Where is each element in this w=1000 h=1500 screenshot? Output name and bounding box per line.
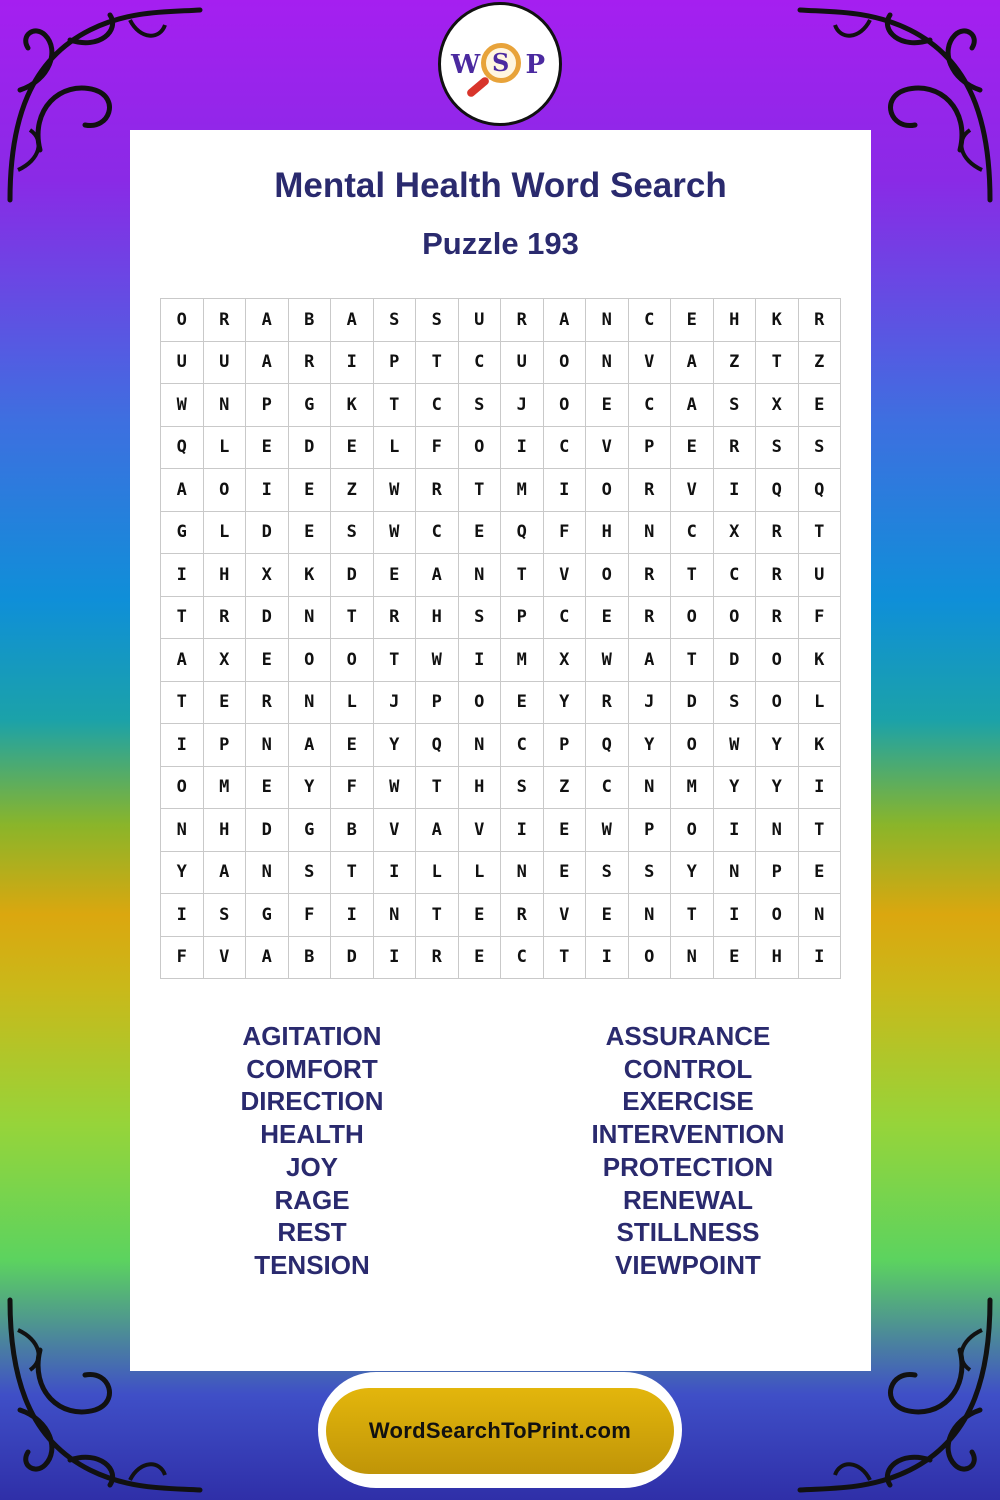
grid-cell[interactable]: C — [544, 427, 587, 470]
grid-cell[interactable]: B — [331, 809, 374, 852]
grid-cell[interactable]: G — [289, 384, 332, 427]
grid-cell[interactable]: T — [501, 554, 544, 597]
word-list-item: EXERCISE — [622, 1086, 754, 1117]
grid-cell[interactable]: E — [799, 852, 842, 895]
grid-cell[interactable]: R — [714, 427, 757, 470]
grid-cell[interactable]: T — [331, 597, 374, 640]
grid-cell[interactable]: N — [586, 299, 629, 342]
grid-cell[interactable]: R — [289, 342, 332, 385]
grid-cell[interactable]: K — [331, 384, 374, 427]
grid-cell[interactable]: R — [204, 299, 247, 342]
grid-cell[interactable]: D — [331, 937, 374, 980]
site-logo[interactable] — [438, 2, 562, 126]
grid-cell[interactable]: T — [671, 639, 714, 682]
grid-cell[interactable]: M — [671, 767, 714, 810]
grid-cell[interactable]: R — [204, 597, 247, 640]
word-list-left — [162, 1020, 462, 1282]
grid-cell[interactable]: Y — [756, 724, 799, 767]
grid-cell[interactable]: C — [416, 384, 459, 427]
grid-cell[interactable]: I — [246, 469, 289, 512]
grid-cell[interactable]: A — [161, 469, 204, 512]
footer-link[interactable]: WordSearchToPrint.com — [326, 1388, 674, 1474]
grid-cell[interactable]: T — [374, 639, 417, 682]
grid-cell[interactable]: H — [204, 809, 247, 852]
grid-cell[interactable]: I — [331, 342, 374, 385]
grid-cell[interactable]: R — [246, 682, 289, 725]
grid-cell[interactable]: J — [374, 682, 417, 725]
grid-cell[interactable]: O — [756, 639, 799, 682]
grid-cell[interactable]: C — [586, 767, 629, 810]
grid-cell[interactable]: N — [629, 894, 672, 937]
grid-cell[interactable]: P — [629, 809, 672, 852]
grid-cell[interactable]: S — [459, 384, 502, 427]
grid-cell[interactable]: A — [416, 809, 459, 852]
grid-cell[interactable]: E — [586, 384, 629, 427]
grid-cell[interactable]: S — [629, 852, 672, 895]
grid-cell[interactable]: Q — [416, 724, 459, 767]
grid-cell[interactable]: E — [331, 724, 374, 767]
grid-cell[interactable]: N — [204, 384, 247, 427]
grid-cell[interactable]: N — [756, 809, 799, 852]
grid-cell[interactable]: P — [204, 724, 247, 767]
grid-cell[interactable]: R — [756, 554, 799, 597]
grid-cell[interactable]: T — [374, 384, 417, 427]
grid-cell[interactable]: H — [714, 299, 757, 342]
grid-cell[interactable]: I — [459, 639, 502, 682]
grid-cell[interactable]: N — [246, 852, 289, 895]
grid-cell[interactable]: E — [459, 512, 502, 555]
word-list-item: HEALTH — [260, 1119, 364, 1150]
grid-cell[interactable]: L — [799, 682, 842, 725]
word-list-item: INTERVENTION — [591, 1119, 785, 1150]
grid-cell[interactable]: D — [331, 554, 374, 597]
word-list-item: DIRECTION — [240, 1086, 384, 1117]
word-list-item: ASSURANCE — [605, 1021, 771, 1051]
puzzle-card — [130, 130, 871, 1371]
grid-cell[interactable]: J — [629, 682, 672, 725]
grid-cell[interactable]: X — [204, 639, 247, 682]
grid-cell[interactable]: T — [331, 852, 374, 895]
grid-cell[interactable]: H — [204, 554, 247, 597]
grid-cell[interactable]: R — [629, 469, 672, 512]
grid-cell[interactable]: V — [459, 809, 502, 852]
grid-cell[interactable]: Z — [331, 469, 374, 512]
letter-grid — [160, 298, 841, 979]
grid-cell[interactable]: N — [246, 724, 289, 767]
grid-cell[interactable]: L — [331, 682, 374, 725]
grid-cell[interactable]: I — [586, 937, 629, 980]
grid-cell[interactable]: W — [586, 809, 629, 852]
grid-cell[interactable]: D — [671, 682, 714, 725]
grid-cell[interactable]: A — [289, 724, 332, 767]
grid-cell[interactable]: P — [416, 682, 459, 725]
word-list-item: RAGE — [274, 1184, 350, 1215]
grid-cell[interactable]: S — [204, 894, 247, 937]
grid-cell[interactable]: B — [289, 299, 332, 342]
grid-cell[interactable]: O — [671, 724, 714, 767]
word-list-item: REST — [277, 1217, 347, 1248]
grid-cell[interactable]: Y — [671, 852, 714, 895]
grid-cell[interactable]: V — [629, 342, 672, 385]
grid-cell[interactable]: E — [714, 937, 757, 980]
grid-cell[interactable]: N — [161, 809, 204, 852]
grid-cell[interactable]: M — [501, 469, 544, 512]
grid-cell[interactable]: I — [374, 937, 417, 980]
grid-cell[interactable]: E — [459, 937, 502, 980]
grid-cell[interactable]: M — [501, 639, 544, 682]
grid-cell[interactable]: C — [416, 512, 459, 555]
grid-cell[interactable]: F — [416, 427, 459, 470]
grid-cell[interactable]: A — [671, 384, 714, 427]
grid-cell[interactable]: N — [714, 852, 757, 895]
grid-cell[interactable]: Y — [629, 724, 672, 767]
grid-cell[interactable]: C — [501, 937, 544, 980]
grid-cell[interactable]: I — [161, 894, 204, 937]
grid-cell[interactable]: E — [544, 809, 587, 852]
grid-cell[interactable]: O — [161, 299, 204, 342]
grid-cell[interactable]: O — [544, 342, 587, 385]
grid-cell[interactable]: W — [374, 512, 417, 555]
grid-cell[interactable]: U — [799, 554, 842, 597]
grid-cell[interactable]: P — [629, 427, 672, 470]
grid-cell[interactable]: U — [204, 342, 247, 385]
grid-cell[interactable]: R — [501, 894, 544, 937]
grid-cell[interactable]: T — [671, 894, 714, 937]
grid-cell[interactable]: P — [756, 852, 799, 895]
logo-letter-s: S — [492, 48, 510, 77]
grid-cell[interactable]: I — [374, 852, 417, 895]
grid-cell[interactable]: P — [501, 597, 544, 640]
grid-cell[interactable]: E — [289, 512, 332, 555]
grid-cell[interactable]: C — [671, 512, 714, 555]
grid-cell[interactable]: A — [246, 342, 289, 385]
grid-cell[interactable]: Q — [161, 427, 204, 470]
grid-cell[interactable]: V — [544, 554, 587, 597]
grid-cell[interactable]: N — [799, 894, 842, 937]
grid-cell[interactable]: D — [714, 639, 757, 682]
puzzle-number: Puzzle 193 — [422, 226, 579, 261]
grid-cell[interactable]: O — [544, 384, 587, 427]
grid-cell[interactable]: A — [331, 299, 374, 342]
grid-cell[interactable]: M — [204, 767, 247, 810]
grid-cell[interactable]: R — [586, 682, 629, 725]
grid-cell[interactable]: W — [416, 639, 459, 682]
grid-cell[interactable]: S — [714, 682, 757, 725]
grid-cell[interactable]: O — [161, 767, 204, 810]
grid-cell[interactable]: Q — [501, 512, 544, 555]
grid-cell[interactable]: E — [246, 427, 289, 470]
grid-cell[interactable]: R — [756, 512, 799, 555]
grid-cell[interactable]: E — [246, 639, 289, 682]
word-list-item: COMFORT — [246, 1053, 378, 1084]
grid-cell[interactable]: V — [586, 427, 629, 470]
grid-cell[interactable]: V — [204, 937, 247, 980]
grid-cell[interactable]: C — [501, 724, 544, 767]
grid-cell[interactable]: I — [501, 809, 544, 852]
grid-cell[interactable]: S — [586, 852, 629, 895]
grid-cell[interactable]: E — [544, 852, 587, 895]
grid-cell[interactable]: Y — [714, 767, 757, 810]
grid-cell[interactable]: D — [246, 512, 289, 555]
grid-cell[interactable]: E — [799, 384, 842, 427]
grid-cell[interactable]: I — [161, 554, 204, 597]
grid-cell[interactable]: O — [586, 554, 629, 597]
grid-cell[interactable]: L — [204, 427, 247, 470]
grid-cell[interactable]: S — [374, 299, 417, 342]
grid-cell[interactable]: I — [714, 809, 757, 852]
grid-cell[interactable]: C — [629, 299, 672, 342]
grid-cell[interactable]: W — [161, 384, 204, 427]
grid-cell[interactable]: R — [374, 597, 417, 640]
grid-cell[interactable]: B — [289, 937, 332, 980]
grid-cell[interactable]: W — [374, 469, 417, 512]
grid-cell[interactable]: T — [416, 342, 459, 385]
grid-cell[interactable]: C — [544, 597, 587, 640]
grid-cell[interactable]: O — [671, 597, 714, 640]
grid-cell[interactable]: C — [459, 342, 502, 385]
grid-cell[interactable]: U — [501, 342, 544, 385]
grid-cell[interactable]: A — [204, 852, 247, 895]
grid-cell[interactable]: O — [331, 639, 374, 682]
grid-cell[interactable]: R — [629, 554, 672, 597]
grid-cell[interactable]: P — [544, 724, 587, 767]
grid-cell[interactable]: Z — [714, 342, 757, 385]
grid-cell[interactable]: E — [204, 682, 247, 725]
grid-cell[interactable]: N — [374, 894, 417, 937]
grid-cell[interactable]: T — [756, 342, 799, 385]
grid-cell[interactable]: H — [756, 937, 799, 980]
grid-cell[interactable]: E — [501, 682, 544, 725]
grid-cell[interactable]: G — [161, 512, 204, 555]
grid-cell[interactable]: X — [756, 384, 799, 427]
grid-cell[interactable]: N — [289, 597, 332, 640]
grid-cell[interactable]: J — [501, 384, 544, 427]
grid-cell[interactable]: O — [714, 597, 757, 640]
grid-cell[interactable]: P — [246, 384, 289, 427]
grid-cell[interactable]: F — [799, 597, 842, 640]
grid-cell[interactable]: I — [799, 937, 842, 980]
grid-cell[interactable]: Y — [374, 724, 417, 767]
grid-cell[interactable]: Z — [799, 342, 842, 385]
grid-cell[interactable]: F — [331, 767, 374, 810]
grid-cell[interactable]: F — [289, 894, 332, 937]
grid-cell[interactable]: E — [289, 469, 332, 512]
grid-cell[interactable]: K — [756, 299, 799, 342]
grid-cell[interactable]: N — [459, 724, 502, 767]
page-title: Mental Health Word Search — [274, 166, 727, 205]
grid-cell[interactable]: X — [246, 554, 289, 597]
grid-cell[interactable]: T — [416, 767, 459, 810]
grid-cell[interactable]: E — [459, 894, 502, 937]
grid-cell[interactable]: S — [416, 299, 459, 342]
grid-cell[interactable]: O — [459, 682, 502, 725]
grid-cell[interactable]: O — [204, 469, 247, 512]
grid-cell[interactable]: S — [459, 597, 502, 640]
grid-cell[interactable]: H — [416, 597, 459, 640]
grid-cell[interactable]: O — [629, 937, 672, 980]
grid-cell[interactable]: O — [671, 809, 714, 852]
grid-cell[interactable]: I — [161, 724, 204, 767]
grid-cell[interactable]: U — [161, 342, 204, 385]
grid-cell[interactable]: Z — [544, 767, 587, 810]
grid-cell[interactable]: N — [671, 937, 714, 980]
grid-cell[interactable]: W — [374, 767, 417, 810]
grid-cell[interactable]: S — [501, 767, 544, 810]
grid-cell[interactable]: I — [714, 469, 757, 512]
grid-cell[interactable]: E — [671, 299, 714, 342]
grid-cell[interactable]: R — [756, 597, 799, 640]
grid-cell[interactable]: R — [501, 299, 544, 342]
grid-cell[interactable]: Q — [756, 469, 799, 512]
grid-cell[interactable]: O — [586, 469, 629, 512]
grid-cell[interactable]: D — [246, 597, 289, 640]
grid-cell[interactable]: X — [544, 639, 587, 682]
grid-cell[interactable]: S — [756, 427, 799, 470]
grid-cell[interactable]: H — [459, 767, 502, 810]
grid-cell[interactable]: N — [629, 767, 672, 810]
grid-cell[interactable]: V — [374, 809, 417, 852]
grid-cell[interactable]: P — [374, 342, 417, 385]
grid-cell[interactable]: R — [629, 597, 672, 640]
grid-cell[interactable]: G — [246, 894, 289, 937]
grid-cell[interactable]: K — [289, 554, 332, 597]
grid-cell[interactable]: T — [161, 682, 204, 725]
grid-cell[interactable]: H — [586, 512, 629, 555]
grid-cell[interactable]: F — [161, 937, 204, 980]
grid-cell[interactable]: O — [289, 639, 332, 682]
grid-cell[interactable]: O — [756, 894, 799, 937]
grid-cell[interactable]: E — [374, 554, 417, 597]
grid-cell[interactable]: Y — [756, 767, 799, 810]
grid-cell[interactable]: A — [629, 639, 672, 682]
grid-cell[interactable]: T — [544, 937, 587, 980]
grid-cell[interactable]: T — [416, 894, 459, 937]
grid-cell[interactable]: A — [246, 299, 289, 342]
grid-cell[interactable]: V — [544, 894, 587, 937]
grid-cell[interactable]: L — [416, 852, 459, 895]
grid-cell[interactable]: T — [671, 554, 714, 597]
grid-cell[interactable]: D — [289, 427, 332, 470]
grid-cell[interactable]: I — [331, 894, 374, 937]
grid-cell[interactable]: N — [459, 554, 502, 597]
grid-cell[interactable]: S — [714, 384, 757, 427]
word-list-right — [538, 1020, 838, 1282]
grid-cell[interactable]: R — [416, 937, 459, 980]
grid-cell[interactable]: V — [671, 469, 714, 512]
grid-cell[interactable]: K — [799, 639, 842, 682]
word-list-item: AGITATION — [242, 1021, 382, 1051]
word-list-item: TENSION — [254, 1249, 370, 1280]
grid-cell[interactable]: E — [586, 597, 629, 640]
grid-cell[interactable]: L — [374, 427, 417, 470]
grid-cell[interactable]: T — [161, 597, 204, 640]
grid-cell[interactable]: E — [331, 427, 374, 470]
word-list-item: VIEWPOINT — [615, 1249, 761, 1280]
grid-cell[interactable]: C — [629, 384, 672, 427]
grid-cell[interactable]: N — [501, 852, 544, 895]
grid-cell[interactable]: W — [714, 724, 757, 767]
word-list-item: CONTROL — [623, 1053, 753, 1084]
grid-cell[interactable]: G — [289, 809, 332, 852]
grid-cell[interactable]: Y — [161, 852, 204, 895]
grid-cell[interactable]: T — [459, 469, 502, 512]
grid-cell[interactable]: R — [799, 299, 842, 342]
grid-cell[interactable]: L — [459, 852, 502, 895]
grid-cell[interactable]: I — [799, 767, 842, 810]
grid-cell[interactable]: F — [544, 512, 587, 555]
grid-cell[interactable]: I — [714, 894, 757, 937]
grid-cell[interactable]: U — [459, 299, 502, 342]
grid-cell[interactable]: C — [714, 554, 757, 597]
grid-cell[interactable]: A — [161, 639, 204, 682]
grid-cell[interactable]: S — [331, 512, 374, 555]
grid-cell[interactable]: A — [416, 554, 459, 597]
logo-letter-p: P — [525, 50, 545, 80]
grid-cell[interactable]: T — [799, 512, 842, 555]
logo-letter-w: W — [451, 50, 481, 80]
grid-cell[interactable]: L — [204, 512, 247, 555]
grid-cell[interactable]: X — [714, 512, 757, 555]
grid-cell[interactable]: N — [586, 342, 629, 385]
grid-cell[interactable]: A — [671, 342, 714, 385]
grid-cell[interactable]: R — [416, 469, 459, 512]
grid-cell[interactable]: A — [544, 299, 587, 342]
grid-cell[interactable]: Y — [544, 682, 587, 725]
grid-cell[interactable]: I — [544, 469, 587, 512]
grid-cell[interactable]: O — [756, 682, 799, 725]
grid-cell[interactable]: N — [629, 512, 672, 555]
grid-cell[interactable]: A — [246, 937, 289, 980]
word-list-item: STILLNESS — [616, 1217, 760, 1248]
grid-cell[interactable]: S — [799, 427, 842, 470]
grid-cell[interactable]: I — [501, 427, 544, 470]
word-list-item: RENEWAL — [623, 1184, 753, 1215]
grid-cell[interactable]: S — [289, 852, 332, 895]
grid-cell[interactable]: O — [459, 427, 502, 470]
grid-cell[interactable]: E — [246, 767, 289, 810]
grid-cell[interactable]: Q — [586, 724, 629, 767]
grid-cell[interactable]: D — [246, 809, 289, 852]
grid-cell[interactable]: N — [289, 682, 332, 725]
grid-cell[interactable]: T — [799, 809, 842, 852]
grid-cell[interactable]: E — [586, 894, 629, 937]
word-list-item: PROTECTION — [602, 1151, 774, 1182]
grid-cell[interactable]: E — [671, 427, 714, 470]
grid-cell[interactable]: W — [586, 639, 629, 682]
grid-cell[interactable]: Q — [799, 469, 842, 512]
word-list-item: JOY — [285, 1151, 339, 1182]
grid-cell[interactable]: Y — [289, 767, 332, 810]
grid-cell[interactable]: K — [799, 724, 842, 767]
